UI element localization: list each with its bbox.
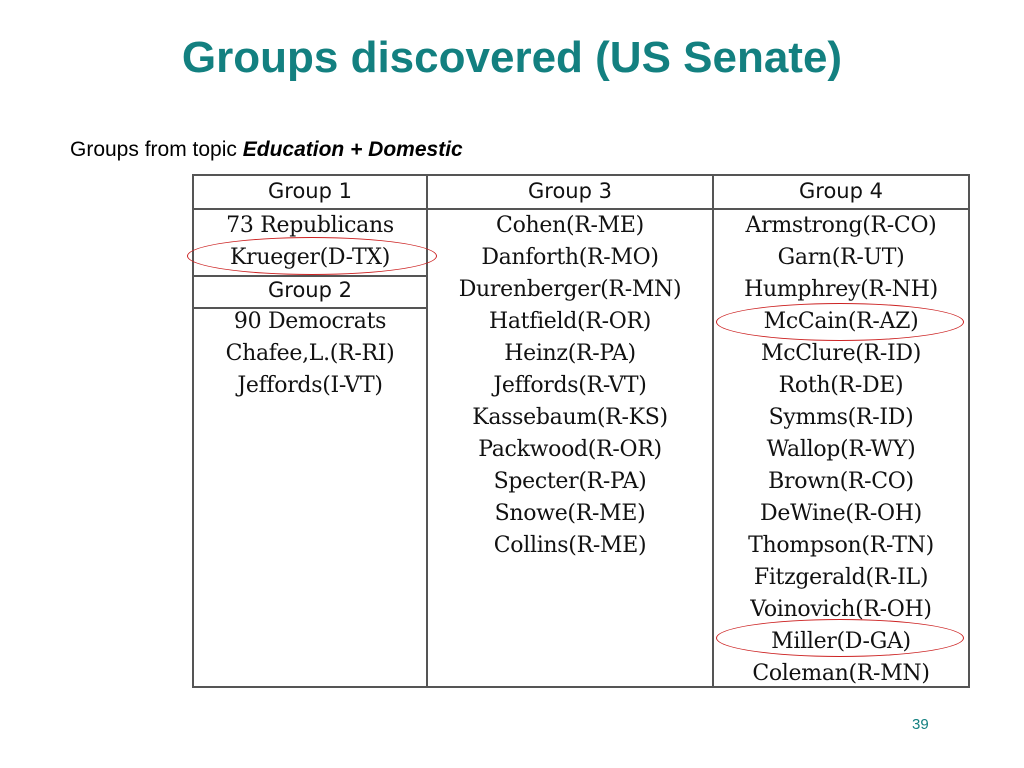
group-3-members xyxy=(428,210,712,562)
member-cell: Heinz(R-PA) xyxy=(504,341,636,366)
header-group-3: Group 3 xyxy=(428,176,712,210)
member-cell: Snowe(R-ME) xyxy=(494,501,646,526)
member-cell: McCain(R-AZ) xyxy=(763,309,919,334)
member-cell: Fitzgerald(R-IL) xyxy=(753,565,929,590)
member-cell: Coleman(R-MN) xyxy=(752,661,930,686)
header-group-2: Group 2 xyxy=(194,275,426,309)
subtitle-topic: Education + Domestic xyxy=(242,138,463,161)
column-group-1-2 xyxy=(194,176,428,686)
slide-title: Groups discovered (US Senate) xyxy=(181,33,843,82)
member-cell: Jeffords(R-VT) xyxy=(493,373,647,398)
member-cell: 73 Republicans xyxy=(226,213,394,238)
member-cell: Roth(R-DE) xyxy=(778,373,904,398)
group-2-members xyxy=(194,306,426,402)
member-cell: Symms(R-ID) xyxy=(768,405,914,430)
groups-table xyxy=(192,174,970,688)
subtitle-prefix: Groups from topic xyxy=(70,138,243,161)
member-cell: Krueger(D-TX) xyxy=(229,245,391,270)
member-cell: Durenberger(R-MN) xyxy=(458,277,682,302)
header-group-4: Group 4 xyxy=(714,176,968,210)
member-cell: Humphrey(R-NH) xyxy=(744,277,938,302)
member-cell: Miller(D-GA) xyxy=(771,629,911,654)
column-group-4 xyxy=(714,176,968,686)
member-cell: 90 Democrats xyxy=(233,309,387,334)
member-cell: Hatfield(R-OR) xyxy=(488,309,652,334)
group-1-members xyxy=(194,210,426,274)
member-cell: DeWine(R-OH) xyxy=(760,501,922,526)
member-cell: Brown(R-CO) xyxy=(768,469,914,494)
member-cell: Kassebaum(R-KS) xyxy=(472,405,668,430)
member-cell: Voinovich(R-OH) xyxy=(750,597,932,622)
member-cell: Garn(R-UT) xyxy=(777,245,905,270)
member-cell: Jeffords(I-VT) xyxy=(237,373,383,398)
member-cell: Packwood(R-OR) xyxy=(478,437,662,462)
header-group-1: Group 1 xyxy=(194,176,426,210)
member-cell: Cohen(R-ME) xyxy=(496,213,644,238)
page-number: 39 xyxy=(912,716,929,733)
slide-subtitle xyxy=(70,136,463,164)
member-cell: Collins(R-ME) xyxy=(493,533,647,558)
member-cell: Wallop(R-WY) xyxy=(766,437,916,462)
member-cell: Danforth(R-MO) xyxy=(481,245,659,270)
member-cell: McClure(R-ID) xyxy=(760,341,921,366)
member-cell: Thompson(R-TN) xyxy=(748,533,934,558)
member-cell: Chafee,L.(R-RI) xyxy=(225,341,395,366)
member-cell: Armstrong(R-CO) xyxy=(745,213,937,238)
column-group-3 xyxy=(428,176,714,686)
group-4-members xyxy=(714,210,968,690)
member-cell: Specter(R-PA) xyxy=(493,469,647,494)
